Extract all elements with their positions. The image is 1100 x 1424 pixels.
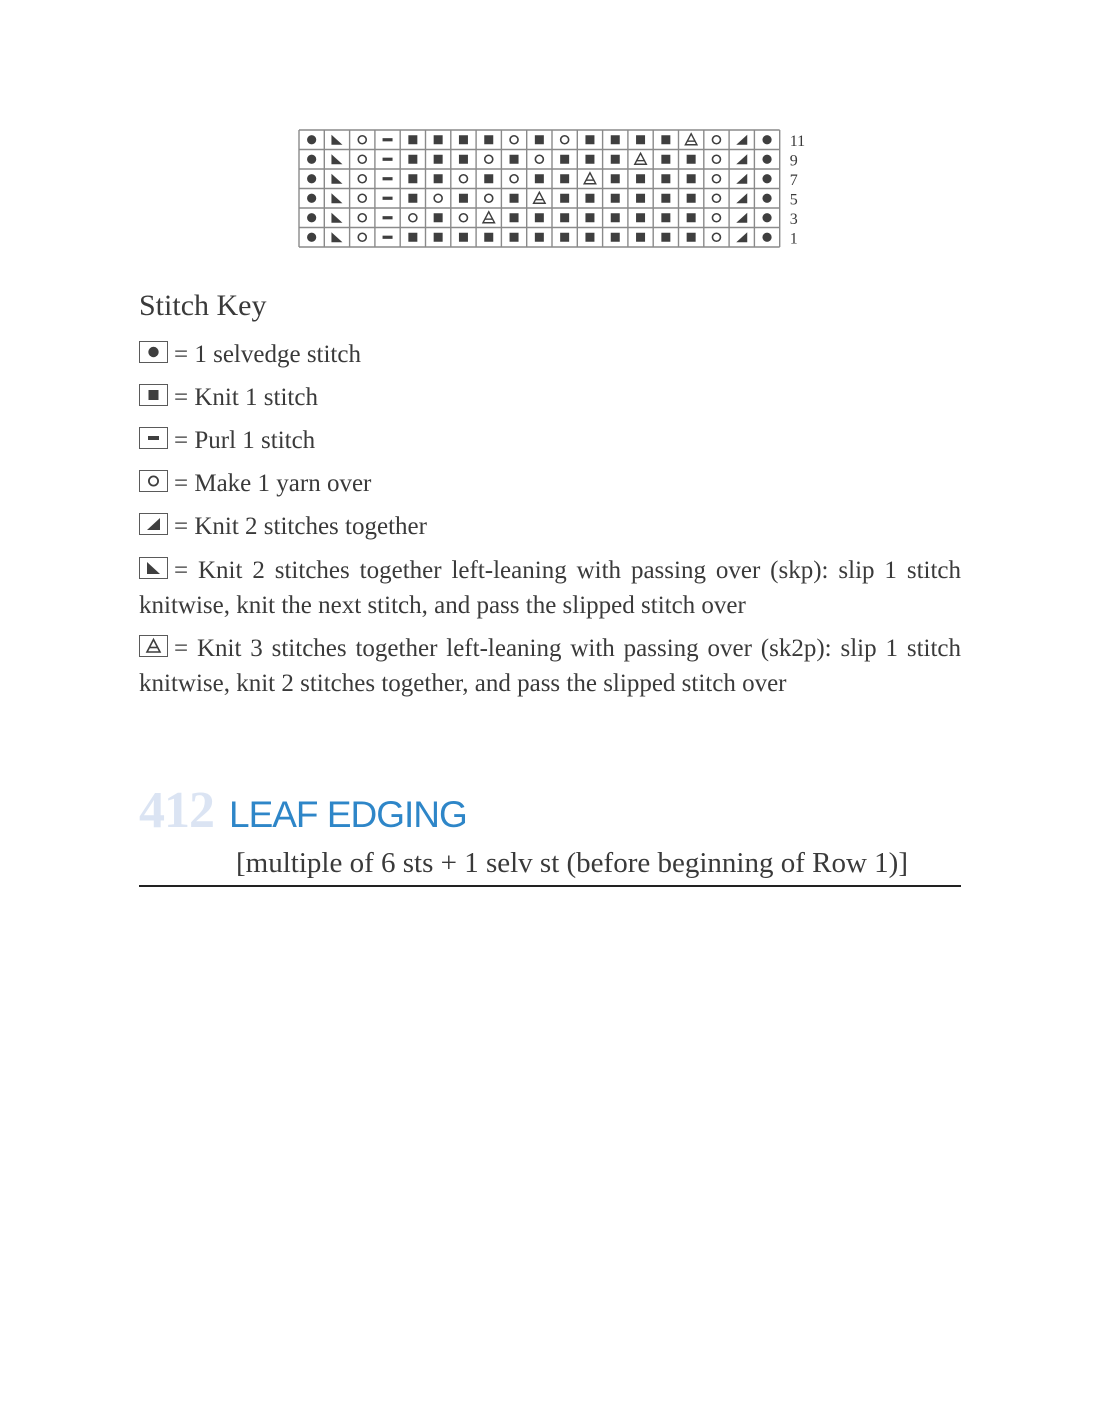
- knit-stitch-icon: [459, 194, 468, 203]
- key-item-sk2p: [139, 631, 961, 701]
- knit-stitch-icon: [611, 174, 620, 183]
- selvedge-stitch-icon: [307, 233, 316, 242]
- knit-stitch-icon: [484, 174, 493, 183]
- knit-stitch-icon: [510, 194, 519, 203]
- knit-stitch-icon: [661, 155, 670, 164]
- key-item-yarn-over: [139, 466, 961, 501]
- selvedge-stitch-icon: [139, 341, 168, 363]
- key-item-text: = Knit 1 stitch: [174, 384, 318, 411]
- selvedge-stitch-icon: [307, 174, 316, 183]
- knit-stitch-icon: [408, 233, 417, 242]
- yarn-over-icon: [358, 175, 366, 183]
- knit-stitch-icon: [510, 233, 519, 242]
- knit-stitch-icon: [459, 135, 468, 144]
- knit-stitch-icon: [687, 233, 696, 242]
- yarn-over-icon: [535, 155, 543, 163]
- knit-stitch-icon: [585, 233, 594, 242]
- stitch-chart-svg: [298, 129, 818, 251]
- yarn-over-icon: [409, 214, 417, 222]
- knit-stitch-icon: [535, 135, 544, 144]
- knit-stitch-icon: [408, 194, 417, 203]
- knit-stitch-icon: [585, 135, 594, 144]
- knit-stitch-icon: [611, 233, 620, 242]
- yarn-over-icon: [358, 214, 366, 222]
- sk2p-icon: [483, 212, 495, 223]
- knit-stitch-icon: [535, 174, 544, 183]
- knit-stitch-icon: [510, 155, 519, 164]
- skp-icon: [331, 213, 342, 223]
- knit-stitch-icon: [484, 135, 493, 144]
- selvedge-stitch-icon: [762, 174, 771, 183]
- yarn-over-icon: [712, 233, 720, 241]
- knit-stitch-icon: [434, 233, 443, 242]
- stitch-key-heading: Stitch Key: [139, 289, 267, 322]
- purl-stitch-icon: [383, 138, 393, 141]
- yarn-over-icon: [561, 136, 569, 144]
- key-item-text: = Knit 3 stitches together left-leaning with passing over (sk2p): slip 1 stitch knitwise, knit 2 stitches together, and pass the slipped stitch over: [139, 635, 961, 697]
- section-divider: [139, 885, 961, 887]
- chart-grid: [299, 130, 780, 247]
- skp-icon: [331, 154, 342, 164]
- skp-icon: [139, 557, 168, 579]
- selvedge-stitch-icon: [762, 135, 771, 144]
- key-item-text: = Knit 2 stitches together: [174, 513, 427, 540]
- knit-stitch-icon: [434, 174, 443, 183]
- yarn-over-icon: [358, 233, 366, 241]
- row-number-label: 9: [789, 152, 798, 170]
- knit-stitch-icon: [636, 174, 645, 183]
- row-number-label: 11: [789, 132, 806, 150]
- selvedge-stitch-icon: [307, 155, 316, 164]
- row-number-label: 1: [789, 230, 798, 248]
- yarn-over-icon: [434, 194, 442, 202]
- knit-stitch-icon: [560, 174, 569, 183]
- yarn-over-icon: [459, 175, 467, 183]
- knit-stitch-icon: [408, 174, 417, 183]
- knit-stitch-icon: [687, 194, 696, 203]
- yarn-over-icon: [712, 136, 720, 144]
- selvedge-stitch-icon: [307, 194, 316, 203]
- knit-stitch-icon: [434, 135, 443, 144]
- knit-stitch-icon: [585, 213, 594, 222]
- knit-stitch-icon: [636, 135, 645, 144]
- knit-stitch-icon: [560, 155, 569, 164]
- knit-stitch-icon: [636, 213, 645, 222]
- knit-stitch-icon: [535, 233, 544, 242]
- knit-two-together-icon: [736, 174, 747, 184]
- pattern-multiple-note: [multiple of 6 sts + 1 selv st (before beginning of Row 1)]: [236, 847, 908, 879]
- key-item-purl: [139, 423, 961, 458]
- knit-stitch-icon: [585, 194, 594, 203]
- purl-stitch-icon: [139, 427, 168, 449]
- skp-icon: [331, 193, 342, 203]
- knit-stitch-icon: [560, 233, 569, 242]
- selvedge-stitch-icon: [307, 135, 316, 144]
- knit-two-together-icon: [139, 513, 168, 535]
- yarn-over-icon: [712, 175, 720, 183]
- pattern-number: 412: [139, 782, 214, 839]
- knit-stitch-icon: [611, 194, 620, 203]
- key-item-text: = Purl 1 stitch: [174, 427, 316, 454]
- yarn-over-icon: [459, 214, 467, 222]
- pattern-title: LEAF EDGING: [229, 794, 467, 835]
- knit-stitch-icon: [434, 213, 443, 222]
- yarn-over-icon: [712, 214, 720, 222]
- knit-stitch-icon: [535, 213, 544, 222]
- knit-stitch-icon: [687, 213, 696, 222]
- key-item-text: = Make 1 yarn over: [174, 470, 372, 497]
- yarn-over-icon: [510, 136, 518, 144]
- skp-icon: [331, 232, 342, 242]
- sk2p-icon: [139, 635, 168, 657]
- key-item-selvedge: [139, 337, 961, 372]
- knit-stitch-icon: [484, 233, 493, 242]
- knit-stitch-icon: [661, 213, 670, 222]
- yarn-over-icon: [712, 194, 720, 202]
- knit-stitch-icon: [434, 155, 443, 164]
- skp-icon: [331, 135, 342, 145]
- yarn-over-icon: [358, 194, 366, 202]
- sk2p-icon: [534, 192, 546, 203]
- selvedge-stitch-icon: [307, 213, 316, 222]
- row-number-label: 5: [789, 191, 798, 209]
- knit-stitch-icon: [139, 384, 168, 406]
- knit-stitch-icon: [611, 213, 620, 222]
- knit-stitch-icon: [661, 233, 670, 242]
- key-item-skp: [139, 553, 961, 623]
- key-item-knit: [139, 380, 961, 415]
- knit-stitch-icon: [636, 194, 645, 203]
- knit-two-together-icon: [736, 193, 747, 203]
- knit-stitch-icon: [687, 174, 696, 183]
- knit-stitch-icon: [636, 233, 645, 242]
- knit-stitch-icon: [459, 233, 468, 242]
- row-number-label: 3: [789, 210, 798, 228]
- key-item-k2tog: [139, 509, 961, 544]
- skp-icon: [331, 174, 342, 184]
- selvedge-stitch-icon: [762, 194, 771, 203]
- yarn-over-icon: [139, 470, 168, 492]
- knit-stitch-icon: [560, 194, 569, 203]
- sk2p-icon: [635, 153, 647, 164]
- knit-stitch-icon: [459, 155, 468, 164]
- knit-stitch-icon: [408, 135, 417, 144]
- key-item-text: = 1 selvedge stitch: [174, 341, 361, 368]
- stitch-chart: [298, 129, 818, 251]
- yarn-over-icon: [510, 175, 518, 183]
- knit-stitch-icon: [560, 213, 569, 222]
- knit-stitch-icon: [408, 155, 417, 164]
- knit-stitch-icon: [661, 194, 670, 203]
- purl-stitch-icon: [383, 177, 393, 180]
- yarn-over-icon: [712, 155, 720, 163]
- knit-stitch-icon: [611, 155, 620, 164]
- selvedge-stitch-icon: [762, 155, 771, 164]
- knit-two-together-icon: [736, 232, 747, 242]
- knit-stitch-icon: [661, 174, 670, 183]
- knit-two-together-icon: [736, 213, 747, 223]
- knit-stitch-icon: [661, 135, 670, 144]
- yarn-over-icon: [358, 155, 366, 163]
- selvedge-stitch-icon: [762, 213, 771, 222]
- selvedge-stitch-icon: [762, 233, 771, 242]
- sk2p-icon: [685, 134, 697, 145]
- yarn-over-icon: [485, 155, 493, 163]
- knit-two-together-icon: [736, 135, 747, 145]
- row-number-label: 7: [789, 171, 798, 189]
- purl-stitch-icon: [383, 158, 393, 161]
- knit-stitch-icon: [510, 213, 519, 222]
- yarn-over-icon: [358, 136, 366, 144]
- purl-stitch-icon: [383, 197, 393, 200]
- yarn-over-icon: [485, 194, 493, 202]
- knit-two-together-icon: [736, 154, 747, 164]
- knit-stitch-icon: [585, 155, 594, 164]
- sk2p-icon: [584, 173, 596, 184]
- purl-stitch-icon: [383, 216, 393, 219]
- knit-stitch-icon: [611, 135, 620, 144]
- key-item-text: = Knit 2 stitches together left-leaning with passing over (skp): slip 1 stitch knitwise, knit the next stitch, and pass the slipped stitch over: [139, 557, 961, 619]
- purl-stitch-icon: [383, 236, 393, 239]
- knit-stitch-icon: [687, 155, 696, 164]
